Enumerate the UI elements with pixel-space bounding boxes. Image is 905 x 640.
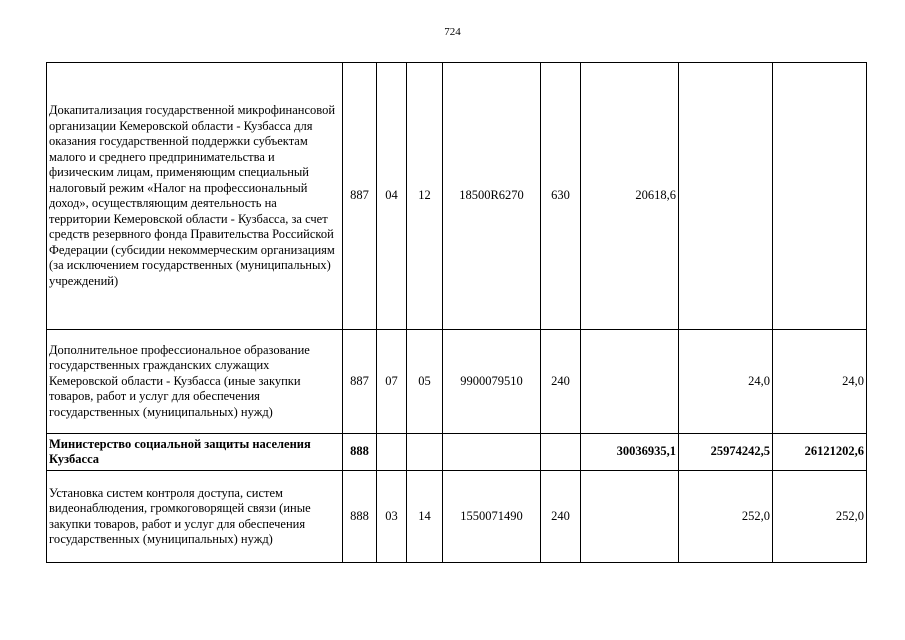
row-gr: 888	[343, 434, 377, 471]
table-row	[47, 434, 867, 471]
row-amount-1: 30036935,1	[581, 434, 679, 471]
row-pr: 14	[407, 471, 443, 563]
row-amount-2: 25974242,5	[679, 434, 773, 471]
row-vr	[541, 434, 581, 471]
row-name: Докапитализация государственной микрофинансовой организации Кемеровской области - Кузбасса для оказания государственной поддержки субъектам малого и среднего предпринимательства и физическим лицам, применяющим специальный налоговый режим «Налог на профессиональный доход», осуществляющим деятельность на территории Кемеровской области - Кузбасса, за счет средств резервного фонда Правительства Российской Федерации (субсидии некоммерческим организациям (за исключением государственных (муниципальных) учреждений)	[47, 63, 343, 330]
row-vr: 240	[541, 330, 581, 434]
row-csr: 1550071490	[443, 471, 541, 563]
page-number: 724	[444, 26, 461, 38]
row-csr	[443, 434, 541, 471]
row-rz: 04	[377, 63, 407, 330]
row-amount-1: 20618,6	[581, 63, 679, 330]
budget-table	[46, 62, 867, 563]
row-pr	[407, 434, 443, 471]
row-rz: 03	[377, 471, 407, 563]
row-amount-2: 252,0	[679, 471, 773, 563]
row-csr: 18500R6270	[443, 63, 541, 330]
row-csr: 9900079510	[443, 330, 541, 434]
row-pr: 05	[407, 330, 443, 434]
row-vr: 240	[541, 471, 581, 563]
table-row	[47, 63, 867, 330]
row-amount-2: 24,0	[679, 330, 773, 434]
row-name: Дополнительное профессиональное образование государственных гражданских служащих Кемеровской области - Кузбасса (иные закупки товаров, работ и услуг для обеспечения государственных (муниципальных) нужд)	[47, 330, 343, 434]
row-amount-3: 24,0	[773, 330, 867, 434]
row-gr: 887	[343, 330, 377, 434]
row-amount-3: 26121202,6	[773, 434, 867, 471]
row-name: Установка систем контроля доступа, систем видеонаблюдения, громкоговорящей связи (иные закупки товаров, работ и услуг для обеспечения государственных (муниципальных) нужд)	[47, 471, 343, 563]
table-row	[47, 471, 867, 563]
row-amount-1	[581, 471, 679, 563]
row-amount-3: 252,0	[773, 471, 867, 563]
row-vr: 630	[541, 63, 581, 330]
row-amount-3	[773, 63, 867, 330]
row-amount-2	[679, 63, 773, 330]
table-row	[47, 330, 867, 434]
row-gr: 887	[343, 63, 377, 330]
row-gr: 888	[343, 471, 377, 563]
row-amount-1	[581, 330, 679, 434]
row-rz: 07	[377, 330, 407, 434]
row-pr: 12	[407, 63, 443, 330]
row-name: Министерство социальной защиты населения Кузбасса	[47, 434, 343, 471]
row-rz	[377, 434, 407, 471]
